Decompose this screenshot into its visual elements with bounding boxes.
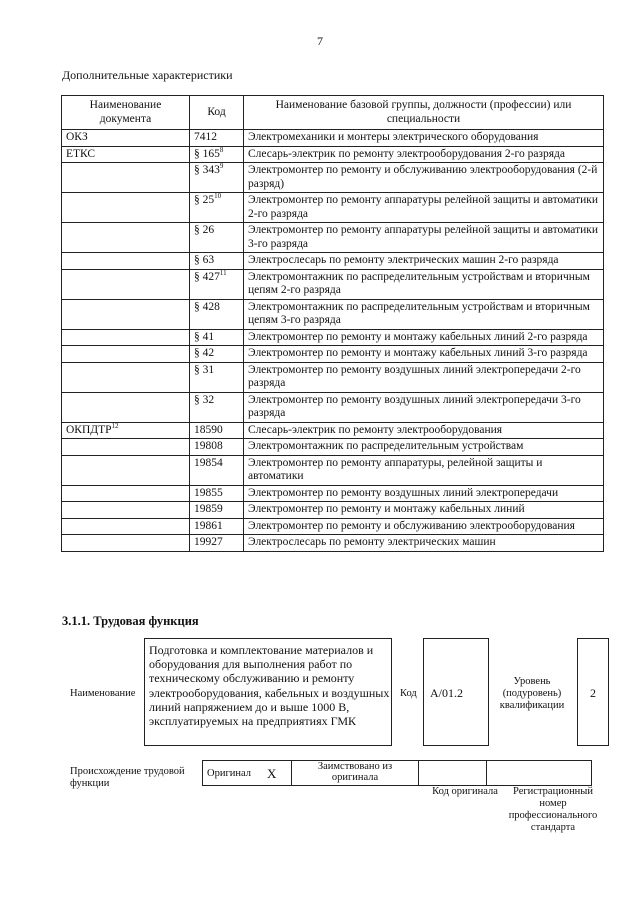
page-number: 7 bbox=[317, 34, 323, 48]
row-code: § 32 bbox=[190, 392, 244, 422]
function-heading: 3.1.1. Трудовая функция bbox=[62, 614, 199, 628]
row-document bbox=[62, 392, 190, 422]
table-row bbox=[62, 502, 604, 519]
row-document bbox=[62, 346, 190, 363]
table-row bbox=[62, 253, 604, 270]
row-name: Электромонтажник по распределительным устройствам и вторичным цепям 3-го разряда bbox=[244, 299, 604, 329]
row-code: 7412 bbox=[190, 130, 244, 147]
row-code: § $427^{11}$ bbox=[190, 269, 244, 299]
row-name: Электромонтер по ремонту и обслуживанию электрооборудования (2-й разряд) bbox=[244, 163, 604, 193]
row-name: Электромонтер по ремонту и монтажу кабельных линий 3-го разряда bbox=[244, 346, 604, 363]
row-code: 19859 bbox=[190, 502, 244, 519]
name-label: Наименование bbox=[70, 688, 136, 699]
level-box: 2 bbox=[577, 638, 609, 746]
row-code: § $165^8$ bbox=[190, 146, 244, 163]
code-label: Код bbox=[400, 688, 417, 699]
table-row bbox=[62, 146, 604, 163]
row-name: Электромеханики и монтеры электрического оборудования bbox=[244, 130, 604, 147]
row-name: Электромонтер по ремонту и монтажу кабельных линий bbox=[244, 502, 604, 519]
row-name: Электромонтер по ремонту и монтажу кабельных линий 2-го разряда bbox=[244, 329, 604, 346]
header-name: Наименование базовой группы, должности (профессии) или специальности bbox=[244, 96, 604, 130]
row-document bbox=[62, 269, 190, 299]
table-row bbox=[62, 362, 604, 392]
row-name: Электромонтер по ремонту аппаратуры релейной защиты и автоматики 3-го разряда bbox=[244, 223, 604, 253]
row-document: ЕТКС bbox=[62, 146, 190, 163]
row-name: Слесарь-электрик по ремонту электрооборудования 2-го разряда bbox=[244, 146, 604, 163]
section-heading: Дополнительные характеристики bbox=[62, 68, 233, 82]
row-name: Электрослесарь по ремонту электрических машин bbox=[244, 535, 604, 552]
original-cell: Оригинал bbox=[203, 761, 264, 786]
row-document bbox=[62, 163, 190, 193]
row-name: Электромонтер по ремонту воздушных линий электропередачи 2-го разряда bbox=[244, 362, 604, 392]
table-row bbox=[62, 485, 604, 502]
row-name: Электрослесарь по ремонту электрических машин 2-го разряда bbox=[244, 253, 604, 270]
level-label: Уровень (подуровень) квалификации bbox=[499, 676, 565, 711]
table-row bbox=[62, 223, 604, 253]
row-name: Электромонтер по ремонту воздушных линий электропередачи 3-го разряда bbox=[244, 392, 604, 422]
row-code: § $343^9$ bbox=[190, 163, 244, 193]
row-document bbox=[62, 455, 190, 485]
table-row bbox=[62, 392, 604, 422]
row-name: Электромонтер по ремонту аппаратуры, релейной защиты и автоматики bbox=[244, 455, 604, 485]
row-name: Электромонтажник по распределительным устройствам bbox=[244, 439, 604, 456]
row-document bbox=[62, 193, 190, 223]
row-code: § 31 bbox=[190, 362, 244, 392]
row-code: § 428 bbox=[190, 299, 244, 329]
row-code: § 42 bbox=[190, 346, 244, 363]
characteristics-table bbox=[61, 95, 604, 552]
row-code: § 41 bbox=[190, 329, 244, 346]
table-row bbox=[62, 439, 604, 456]
row-code: § $25^{10}$ bbox=[190, 193, 244, 223]
table-row bbox=[62, 130, 604, 147]
table-row bbox=[62, 329, 604, 346]
row-document bbox=[62, 485, 190, 502]
table-row bbox=[62, 422, 604, 439]
row-document bbox=[62, 329, 190, 346]
row-name: Электромонтер по ремонту воздушных линий электропередачи bbox=[244, 485, 604, 502]
row-document bbox=[62, 362, 190, 392]
row-document bbox=[62, 299, 190, 329]
row-code: 19854 bbox=[190, 455, 244, 485]
table-row bbox=[62, 299, 604, 329]
row-name: Электромонтажник по распределительным устройствам и вторичным цепям 2-го разряда bbox=[244, 269, 604, 299]
row-document bbox=[62, 518, 190, 535]
table-row bbox=[62, 269, 604, 299]
row-document: ОКПДТР$^{12}$ bbox=[62, 422, 190, 439]
row-document bbox=[62, 502, 190, 519]
row-code: 19855 bbox=[190, 485, 244, 502]
function-code-box: А/01.2 bbox=[423, 638, 489, 746]
function-name-box: Подготовка и комплектование материалов и оборудования для выполнения работ по техническому обслуживанию и ремонту электрооборудования, кабельных и воздушных линий напряжением до и выше 1000 В, эксплуатируемых на предприятиях ГМК bbox=[144, 638, 392, 746]
row-code: 19927 bbox=[190, 535, 244, 552]
row-document bbox=[62, 535, 190, 552]
row-document bbox=[62, 223, 190, 253]
table-row bbox=[62, 518, 604, 535]
table-row bbox=[62, 163, 604, 193]
row-code: § 63 bbox=[190, 253, 244, 270]
header-code: Код bbox=[190, 96, 244, 130]
row-document bbox=[62, 439, 190, 456]
table-row bbox=[62, 346, 604, 363]
table-row bbox=[62, 535, 604, 552]
original-mark: Х bbox=[263, 761, 292, 786]
reg-number-cell bbox=[487, 761, 592, 786]
row-code: 18590 bbox=[190, 422, 244, 439]
row-code: 19861 bbox=[190, 518, 244, 535]
table-row bbox=[62, 455, 604, 485]
code-original-cell bbox=[419, 761, 487, 786]
row-document: ОКЗ bbox=[62, 130, 190, 147]
row-name: Слесарь-электрик по ремонту электрооборудования bbox=[244, 422, 604, 439]
reg-number-label: Регистрационный номер профессионального стандарта bbox=[508, 786, 598, 833]
row-document bbox=[62, 253, 190, 270]
origin-table bbox=[202, 760, 592, 786]
row-code: 19808 bbox=[190, 439, 244, 456]
code-original-label: Код оригинала bbox=[432, 786, 498, 797]
origin-label: Происхождение трудовой функции bbox=[70, 766, 185, 789]
borrowed-cell: Заимствовано из оригинала bbox=[292, 761, 419, 786]
row-code: § 26 bbox=[190, 223, 244, 253]
header-document: Наименование документа bbox=[62, 96, 190, 130]
row-name: Электромонтер по ремонту и обслуживанию электрооборудования bbox=[244, 518, 604, 535]
table-row bbox=[62, 193, 604, 223]
row-name: Электромонтер по ремонту аппаратуры релейной защиты и автоматики 2-го разряда bbox=[244, 193, 604, 223]
